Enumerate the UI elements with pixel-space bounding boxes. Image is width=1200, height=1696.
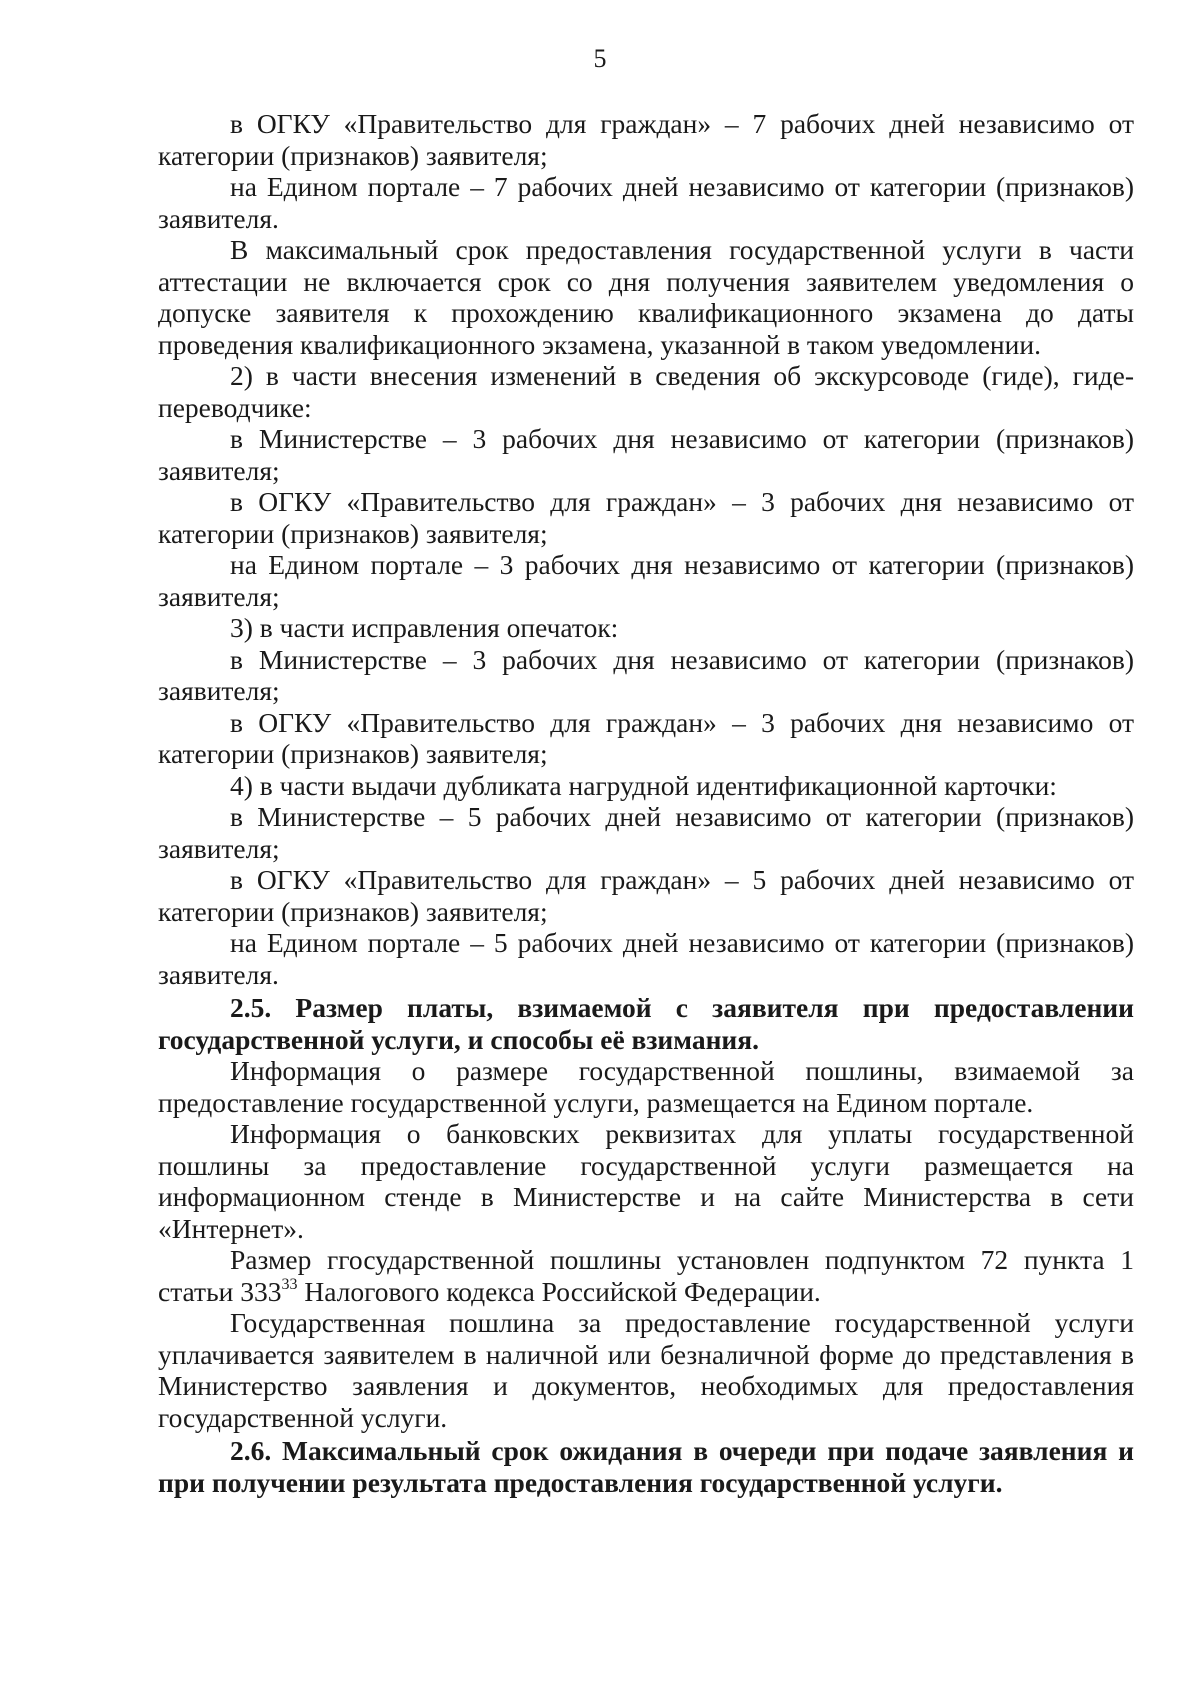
paragraph-fee-amount [158,1244,1134,1307]
paragraph-portal-3-days: на Едином портале – 3 рабочих дня независимо от категории (признаков) заявителя; [158,549,1134,612]
paragraph-ogku-3-days: в ОГКУ «Правительство для граждан» – 3 рабочих дня независимо от категории (признаков) заявителя; [158,486,1134,549]
paragraph-ministry-5-days: в Министерстве – 5 рабочих дней независимо от категории (признаков) заявителя; [158,801,1134,864]
paragraph-ministry-3-days: в Министерстве – 3 рабочих дня независимо от категории (признаков) заявителя; [158,423,1134,486]
paragraph-ogku-7-days: в ОГКУ «Правительство для граждан» – 7 рабочих дней независимо от категории (признаков) заявителя; [158,108,1134,171]
paragraph-fee-info: Информация о размере государственной пошлины, взимаемой за предоставление государственной услуги, размещается на Едином портале. [158,1055,1134,1118]
paragraph-portal-7-days: на Едином портале – 7 рабочих дней независимо от категории (признаков) заявителя. [158,171,1134,234]
fee-amount-text: Размер ггосударственной пошлины установлен подпунктом 72 пункта 1 статьи 333 [158,1244,1134,1307]
paragraph-bank-details: Информация о банковских реквизитах для уплаты государственной пошлины за предоставление государственной услуги размещается на информационном стенде в Министерстве и на сайте Министерства в сети «Интернет». [158,1118,1134,1244]
article-superscript: 33 [281,1275,298,1293]
paragraph-ogku-3-days-typos: в ОГКУ «Правительство для граждан» – 3 рабочих дня независимо от категории (признаков) заявителя; [158,706,1134,769]
paragraph-ogku-5-days: в ОГКУ «Правительство для граждан» – 5 рабочих дней независимо от категории (признаков) заявителя; [158,864,1134,927]
section-2-6-heading: 2.6. Максимальный срок ожидания в очереди при подаче заявления и при получении результата предоставления государственной услуги. [158,1435,1134,1498]
paragraph-item-4-duplicate: 4) в части выдачи дубликата нагрудной идентификационной карточки: [230,769,1057,801]
page-number: 5 [593,44,607,73]
paragraph-attestation-term: В максимальный срок предоставления государственной услуги в части аттестации не включается срок со дня получения заявителем уведомления о допуске заявителя к прохождению квалификационного экзамена до даты проведения квалификационного экзамена, указанной в таком уведомлении. [158,234,1134,360]
paragraph-portal-5-days: на Едином портале – 5 рабочих дней независимо от категории (признаков) заявителя. [158,927,1134,990]
paragraph-item-3-typos: 3) в части исправления опечаток: [230,612,619,643]
paragraph-ministry-3-days-typos: в Министерстве – 3 рабочих дня независимо от категории (признаков) заявителя; [158,643,1134,706]
paragraph-fee-payment: Государственная пошлина за предоставление государственной услуги уплачивается заявителем в наличной или безналичной форме до представления в Министерство заявления и документов, необходимых для предоставления государственной услуги. [158,1307,1134,1433]
document-body [158,108,1134,1498]
section-2-5-heading: 2.5. Размер платы, взимаемой с заявителя при предоставлении государственной услуги, и способы её взимания. [158,992,1134,1055]
paragraph-item-2-changes: 2) в части внесения изменений в сведения об экскурсоводе (гиде), гиде-переводчике: [158,360,1134,423]
fee-amount-text-end: Налогового кодекса Российской Федерации. [297,1275,821,1307]
